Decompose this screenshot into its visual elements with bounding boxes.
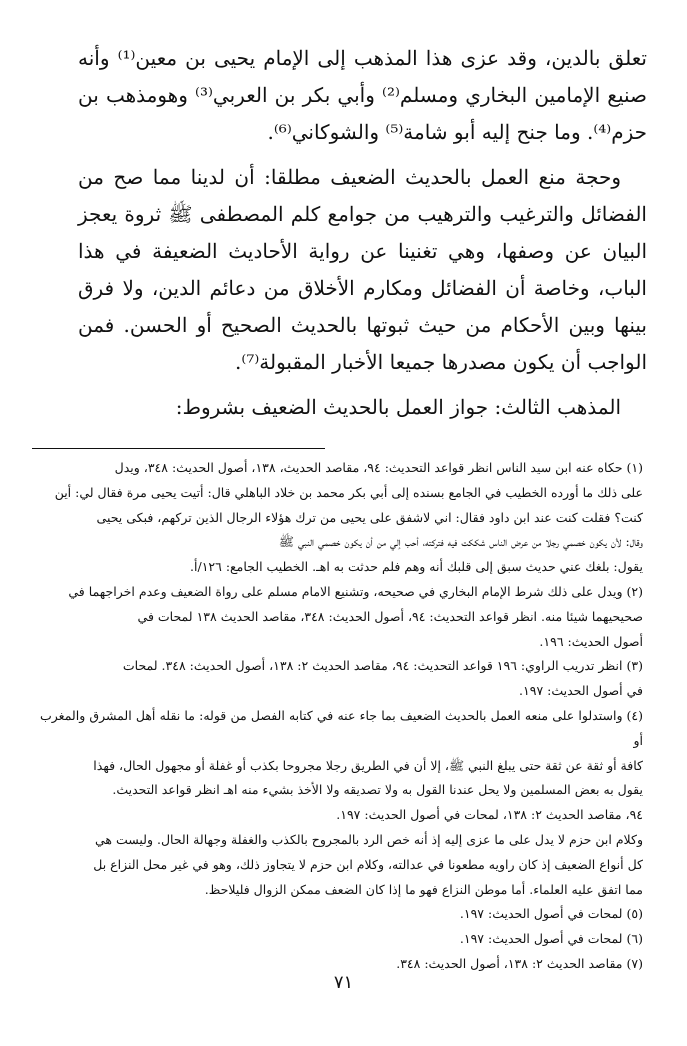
paragraph-2: وحجة منع العمل بالحديث الضعيف مطلقا: أن لدينا مما صح من الفضائل والترغيب والترهيب من جوامع كلم المصطفى ﷺ ثروة يعجز البيان عن وصفها، وهي تغنينا عن رواية الأحاديث الضعيفة في هذا الباب، وخاصة أن الفضائل ومكارم الأخلاق من دعائم الدين، ولا فرق بينها وبين الأحكام من حيث ثبوتها بالحديث الصحيح أو الحسن. فمن الواجب أن يكون مصدرها جميعا الأخبار المقبولة⁽⁷⁾. [78, 165, 647, 374]
footnote-2: (٢)ويدل على ذلك شرط الإمام البخاري في صحيحه، وتشنيع الامام مسلم على رواة الضعيف وعدم اخراجهما في صحيحيهما شيئا منه. انظر قواعد التحديث: ٩٤، أصول الحديث: ٣٤٨، مقاصد الحديث ١٣٨ لمحات في أصول الحديث: ١٩٦. [68, 583, 643, 649]
footnotes [40, 456, 643, 977]
footnote-6: (٦)لمحات في أصول الحديث: ١٩٧. [459, 931, 643, 947]
page-number: ٧١ [333, 972, 354, 993]
footnote-5: (٥)لمحات في أصول الحديث: ١٩٧. [459, 906, 643, 922]
footnote-1: (١)حكاه عنه ابن سيد الناس انظر قواعد التحديث: ٩٤، مقاصد الحديث، ١٣٨، أصول الحديث: ٣٤٨، ويدل على ذلك ما أورده الخطيب في الجامع بسنده إلى أبي بكر محمد بن خلاد الباهلي قال: أتيت يحيى مرة فقال لي: أين كنت؟ فقلت كنت عند ابن داود فقال: اني لاشفق على يحيى من ترك هؤلاء الرجال الذين تركهم، فبكى يحيى وقال: لأن يكون خصمي رجلا من عرض الناس شككت فيه فتركته، أحب إلي من أن يكون خصمي النبي ﷺ يقول: بلغك عني حديث سبق إلى قلبك أنه وهم فلم حدثت به اهـ. الخطيب الجامع: ١٢٦/أ. [54, 460, 643, 575]
footnote-7: (٧)مقاصد الحديث ٢: ١٣٨، أصول الحديث: ٣٤٨. [396, 955, 643, 971]
section-heading: المذهب الثالث: جواز العمل بالحديث الضعيف بشروط: [175, 395, 621, 419]
main-text [78, 40, 647, 426]
footnote-4: (٤)واستدلوا على منعه العمل بالحديث الضعيف بما جاء عنه في كتابه الفصل من قوله: ما نقله أهل المشرق والمغرب أو كافة أو ثقة عن ثقة حتى يبلغ النبي ﷺ، إلا أن في الطريق رجلا مجروحا بكذب أو غفلة أو مجهول الحال، فهذا يقول به بعض المسلمين ولا يحل عندنا القول به ولا تصديقه ولا الأخذ بشيء منه اهـ انظر قواعد التحديث. ٩٤، مقاصد الحديث ٢: ١٣٨، لمحات في أصول الحديث: ١٩٧. وكلام ابن حزم لا يدل على ما عزى إليه إذ أنه خص الرد بالمجروح بالكذب والغفلة وجهالة الحال. وليست هي كل أنواع الضعيف إذ كان راويه مطعونا في عدالته، وكلام ابن حزم لا يتجاوز ذلك، وهو في غير محل النزاع بل مما اتفق عليه العلماء. أما موطن النزاع فهو ما إذا كان الضعف ممكن الزوال فليلاحظ. [40, 707, 643, 897]
footnote-separator [32, 448, 325, 449]
footnote-3: (٣)انظر تدريب الراوي: ١٩٦ قواعد التحديث: ٩٤، مقاصد الحديث ٢: ١٣٨، أصول الحديث: ٣٤٨. لمحات في أصول الحديث: ١٩٧. [122, 658, 643, 699]
paragraph-1: تعلق بالدين، وقد عزى هذا المذهب إلى الإمام يحيى بن معين⁽¹⁾ وأنه صنيع الإمامين البخاري ومسلم⁽²⁾ وأبي بكر بن العربي⁽³⁾ وهومذهب بن حزم⁽⁴⁾. وما جنح إليه أبو شامة⁽⁵⁾ والشوكاني⁽⁶⁾. [78, 46, 647, 144]
